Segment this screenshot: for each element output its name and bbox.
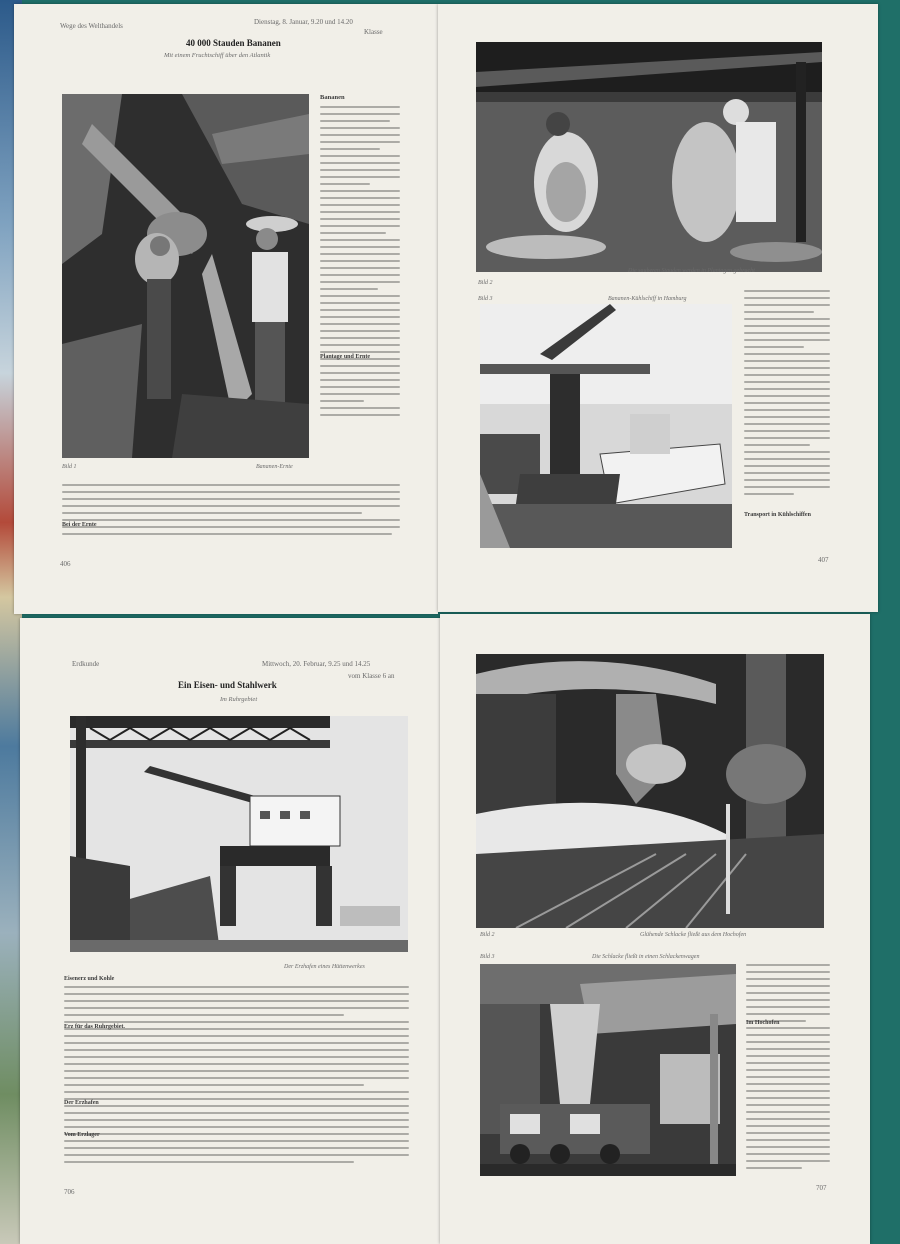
- bottom-left-page: [20, 618, 440, 1244]
- right-column-text: [320, 106, 400, 421]
- photo-caption-erzhafen: Der Erzhafen eines Hüttenwerkes: [284, 964, 365, 970]
- right-column-text-bottom: [746, 964, 830, 1174]
- column-start-word: Bananen: [320, 94, 345, 101]
- bold-lead-erz: Erz für das Ruhrgebiet.: [64, 1024, 125, 1030]
- bold-lead-erzlager: Vom Erzlager: [64, 1132, 100, 1138]
- caption-schlacke-hochofen: Glühende Schlacke fließt aus dem Hochofen: [640, 932, 747, 938]
- blast-furnace-slag-photo: [476, 654, 824, 928]
- bold-lead-plantage: Plantage und Ernte: [320, 354, 371, 360]
- banana-harvest-photo: [62, 94, 309, 458]
- top-right-page: [438, 4, 878, 612]
- label-bild3-top: Bild 3: [478, 296, 493, 302]
- caption-middle-photo: Bananen-Kühlschiff in Hamburg: [608, 296, 687, 302]
- running-head-left: Wege des Welthandels: [60, 22, 123, 30]
- banana-carriers-photo: [476, 42, 822, 272]
- bold-lead-erzhafen: Der Erzhafen: [64, 1100, 99, 1106]
- bottom-text-block: [62, 484, 400, 540]
- article-title-stahlwerk: Ein Eisen- und Stahlwerk: [178, 680, 277, 690]
- page-number-406: 406: [60, 560, 71, 568]
- article-subtitle: Mit einem Fruchtschiff über den Atlantik: [164, 52, 271, 59]
- caption-top-photo: Die sauberen Stauden werden in Plantagen gebracht: [628, 268, 755, 274]
- ore-harbor-crane-photo: [70, 716, 408, 952]
- page-number-407: 407: [818, 556, 829, 564]
- page-number-707: 707: [816, 1184, 827, 1192]
- right-column-text-top: [744, 290, 830, 500]
- running-head-right: Dienstag, 8. Januar, 9.20 und 14.20: [254, 18, 353, 26]
- bottom-right-page: [440, 614, 870, 1244]
- bold-lead-ernte: Bei der Ernte: [62, 522, 97, 528]
- label-bild2-top: Bild 2: [478, 280, 493, 286]
- running-head-class: vom Klasse 6 an: [348, 672, 395, 680]
- running-head-right-2: Klasse: [364, 28, 383, 36]
- bold-lead-hochofen: Im Hochofen: [746, 1020, 780, 1026]
- slag-wagon-photo: [480, 964, 736, 1176]
- bold-lead-transport: Transport in Kühlschiffen: [744, 512, 811, 518]
- photo-caption-bild1: Bananen-Ernte: [256, 464, 293, 470]
- reefer-ship-photo: [480, 304, 732, 548]
- page-number-706: 706: [64, 1188, 75, 1196]
- top-left-page: [14, 4, 438, 614]
- running-head-erdkunde: Erdkunde: [72, 660, 100, 668]
- bold-lead-eisenerz: Eisenerz und Kohle: [64, 976, 115, 982]
- photo-label-bild1: Bild 1: [62, 464, 77, 470]
- running-head-date: Mittwoch, 20. Februar, 9.25 und 14.25: [262, 660, 371, 668]
- article-body-text: [64, 986, 409, 1168]
- article-title: 40 000 Stauden Bananen: [186, 38, 281, 48]
- label-bild3-bottom: Bild 3: [480, 954, 495, 960]
- label-bild2-bottom: Bild 2: [480, 932, 495, 938]
- article-subtitle-ruhrgebiet: Im Ruhrgebiet: [220, 696, 258, 703]
- caption-schlackenwagen: Die Schlacke fließt in einen Schlackenwagen: [592, 954, 700, 960]
